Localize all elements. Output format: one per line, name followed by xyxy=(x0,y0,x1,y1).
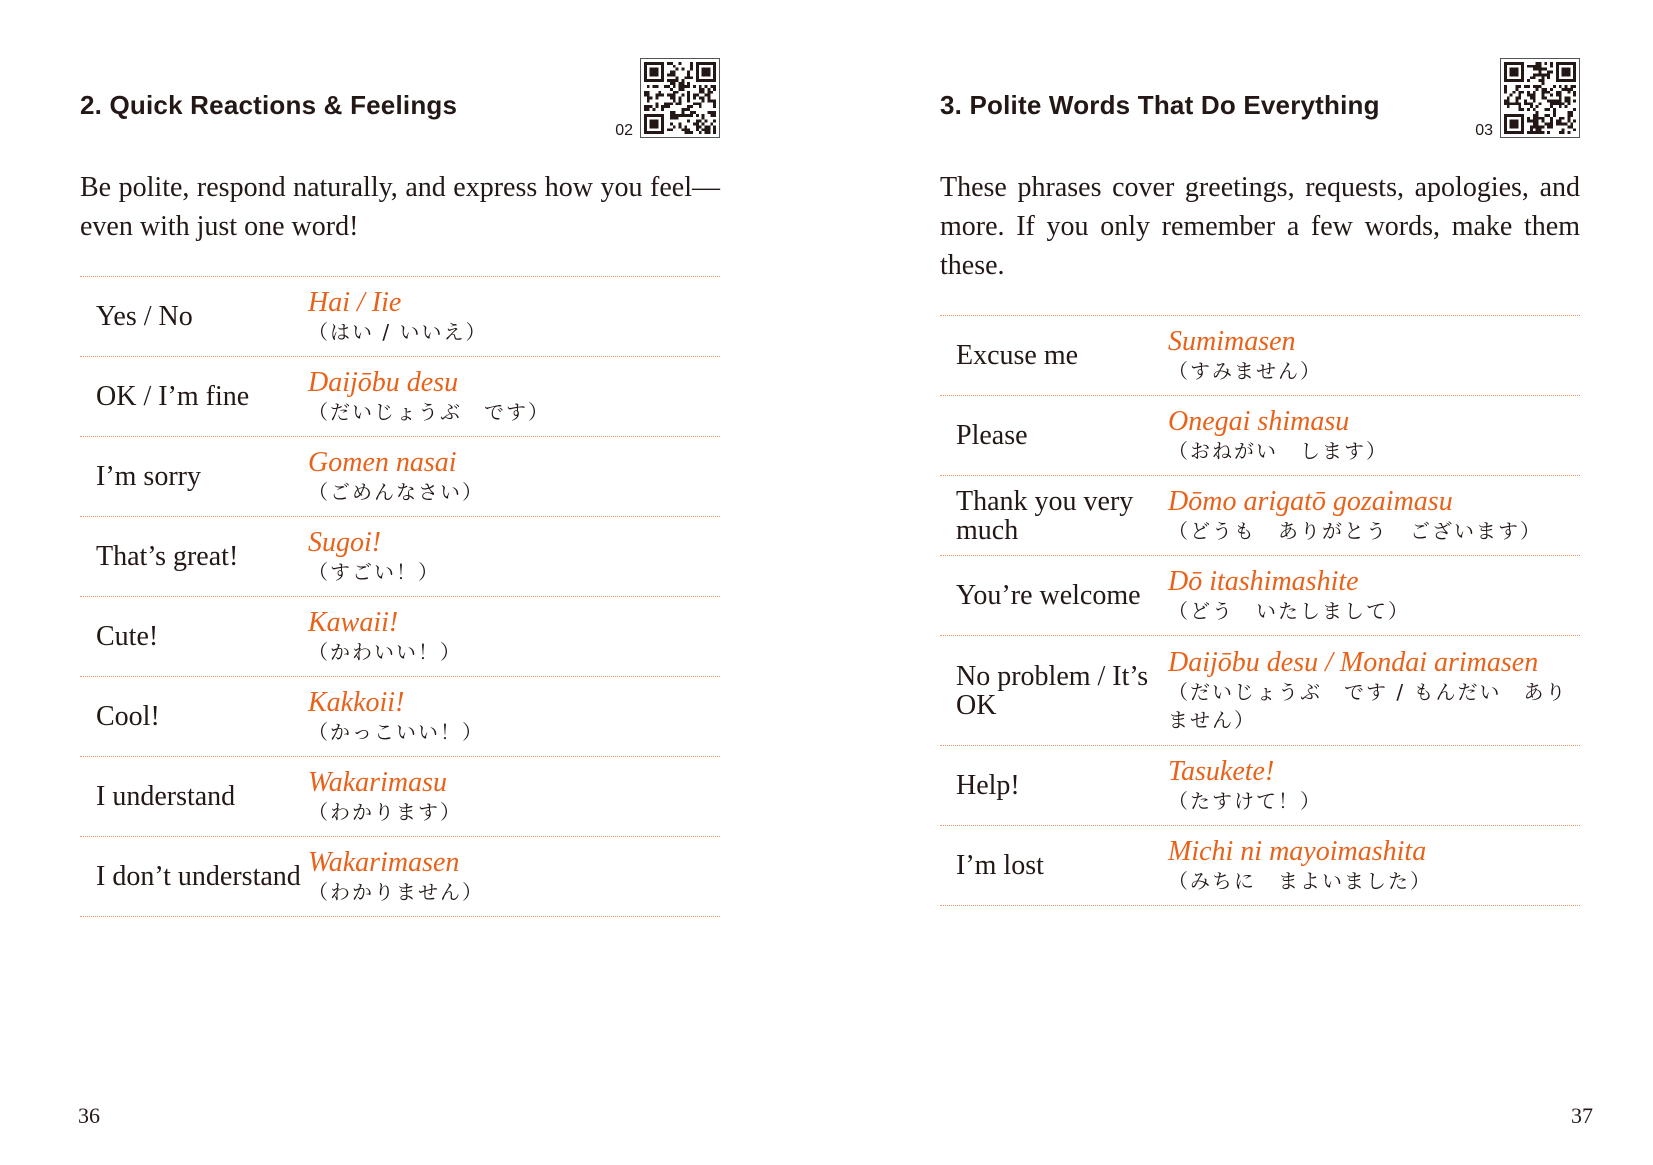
english-phrase: That’s great! xyxy=(96,541,239,572)
english-phrase: I’m lost xyxy=(956,850,1044,881)
japanese-phrase xyxy=(308,608,720,666)
japanese-phrase xyxy=(1168,648,1580,734)
japanese-phrase xyxy=(308,288,720,346)
kana-text: （どう いたしまして） xyxy=(1168,598,1410,623)
section-header xyxy=(80,58,720,140)
japanese-phrase xyxy=(308,688,720,746)
romaji-text: Wakarimasu xyxy=(308,766,447,798)
japanese-phrase xyxy=(308,368,720,426)
table-row xyxy=(940,316,1580,396)
english-phrase: OK / I’m fine xyxy=(96,381,250,412)
kana-text: （すみません） xyxy=(1168,358,1322,383)
english-phrase: Help! xyxy=(956,770,1020,801)
table-row xyxy=(940,476,1580,556)
romaji-text: Daijōbu desu / Mondai arimasen xyxy=(1168,646,1539,678)
english-phrase: I understand xyxy=(96,781,236,812)
english-phrase: Excuse me xyxy=(956,340,1079,371)
romaji-text: Kawaii! xyxy=(308,606,399,638)
romaji-text: Wakarimasen xyxy=(308,846,460,878)
english-phrase: No problem / It’s OK xyxy=(956,660,1149,721)
english-phrase: Cool! xyxy=(96,701,160,732)
kana-text: （わかりません） xyxy=(308,879,484,904)
kana-text: （みちに まよいました） xyxy=(1168,868,1432,893)
qr-code-icon[interactable] xyxy=(1500,58,1580,138)
table-row xyxy=(80,357,720,437)
kana-text: （かわいい！） xyxy=(308,639,462,664)
romaji-text: Tasukete! xyxy=(1168,755,1275,787)
kana-text: （かっこいい！） xyxy=(308,719,484,744)
romaji-text: Onegai shimasu xyxy=(1168,405,1350,437)
kana-text: （だいじょうぶ です） xyxy=(308,399,550,424)
table-row xyxy=(80,277,720,357)
japanese-phrase xyxy=(1168,327,1580,385)
kana-text: （はい / いいえ） xyxy=(308,319,488,344)
romaji-text: Dō itashimashite xyxy=(1168,565,1359,597)
kana-text: （たすけて！） xyxy=(1168,788,1322,813)
english-phrase: You’re welcome xyxy=(956,580,1141,611)
table-row xyxy=(940,556,1580,636)
table-row xyxy=(80,597,720,677)
audio-track-number: 02 xyxy=(615,122,633,139)
table-row xyxy=(80,757,720,837)
table-row xyxy=(940,746,1580,826)
romaji-text: Dōmo arigatō gozaimasu xyxy=(1168,485,1453,517)
japanese-phrase xyxy=(1168,487,1580,545)
section-title: 2. Quick Reactions & Feelings xyxy=(80,90,458,120)
kana-text: （すごい！） xyxy=(308,559,440,584)
intro-paragraph: Be polite, respond naturally, and express how you feel—even with just one word! xyxy=(80,172,720,242)
table-row xyxy=(940,636,1580,746)
japanese-phrase xyxy=(308,768,720,826)
romaji-text: Daijōbu desu xyxy=(308,366,459,398)
japanese-phrase xyxy=(308,848,720,906)
intro-paragraph: These phrases cover greetings, requests, apologies, and more. If you only remember a few words, make them these. xyxy=(940,172,1580,281)
kana-text: （おねがい します） xyxy=(1168,438,1388,463)
table-row xyxy=(940,396,1580,476)
japanese-phrase xyxy=(1168,567,1580,625)
kana-text: （どうも ありがとう ございます） xyxy=(1168,518,1542,543)
qr-code-icon[interactable] xyxy=(640,58,720,138)
section-title: 3. Polite Words That Do Everything xyxy=(940,90,1380,120)
english-phrase: Please xyxy=(956,420,1028,451)
kana-text: （だいじょうぶ です / もんだい ありません） xyxy=(1168,679,1568,732)
romaji-text: Sumimasen xyxy=(1168,325,1296,357)
table-row xyxy=(80,837,720,917)
left-page xyxy=(0,0,826,1165)
romaji-text: Gomen nasai xyxy=(308,446,457,478)
phrase-table xyxy=(940,315,1580,906)
table-row xyxy=(80,677,720,757)
table-row xyxy=(80,517,720,597)
japanese-phrase xyxy=(1168,837,1580,895)
romaji-text: Michi ni mayoimashita xyxy=(1168,835,1427,867)
romaji-text: Hai / Iie xyxy=(308,286,402,318)
romaji-text: Kakkoii! xyxy=(308,686,405,718)
english-phrase: Cute! xyxy=(96,621,159,652)
page-number: 36 xyxy=(78,1103,100,1128)
audio-track-number: 03 xyxy=(1475,122,1493,139)
english-phrase: Thank you very much xyxy=(956,485,1134,546)
kana-text: （わかります） xyxy=(308,799,462,824)
phrase-table xyxy=(80,276,720,917)
kana-text: （ごめんなさい） xyxy=(308,479,484,504)
section-header xyxy=(940,58,1580,140)
english-phrase: Yes / No xyxy=(96,301,193,332)
japanese-phrase xyxy=(1168,757,1580,815)
english-phrase: I’m sorry xyxy=(96,461,201,492)
japanese-phrase xyxy=(308,528,720,586)
right-page xyxy=(827,0,1653,1165)
page-number: 37 xyxy=(1571,1103,1593,1128)
japanese-phrase xyxy=(1168,407,1580,465)
table-row xyxy=(940,826,1580,906)
english-phrase: I don’t understand xyxy=(96,861,301,892)
japanese-phrase xyxy=(308,448,720,506)
table-row xyxy=(80,437,720,517)
romaji-text: Sugoi! xyxy=(308,526,382,558)
